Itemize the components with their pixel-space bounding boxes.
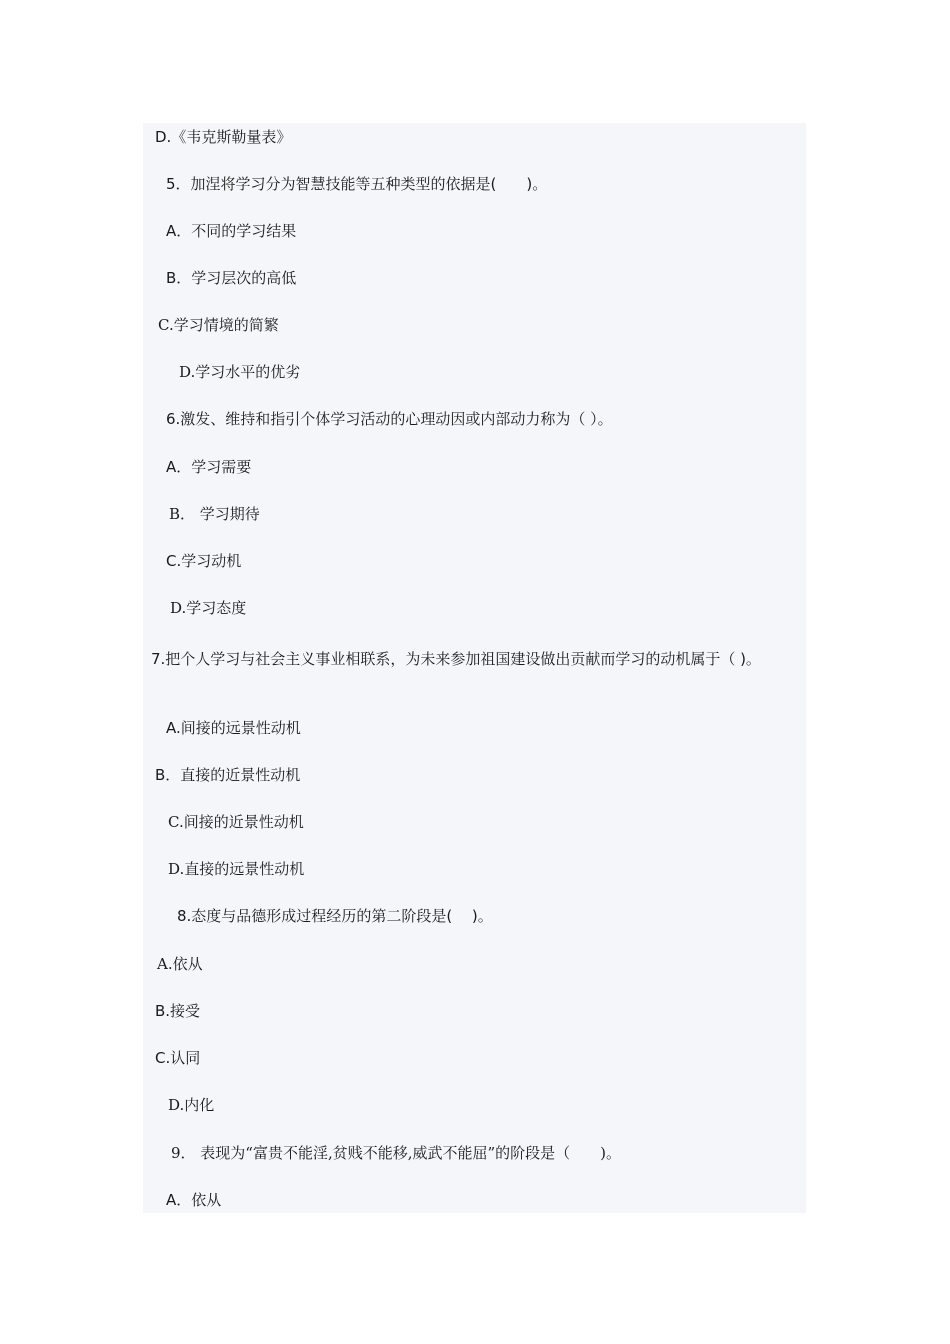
option-a-q7: A.间接的远景性动机 — [166, 719, 301, 737]
option-a-q8: A.依从 — [157, 955, 203, 973]
option-c-q5: C.学习情境的简繁 — [158, 316, 279, 334]
option-c-q6: C.学习动机 — [166, 552, 242, 570]
option-d-q5: D.学习水平的优劣 — [179, 363, 301, 381]
question-6: 6.激发、维持和指引个体学习活动的心理动因或内部动力称为（ ）。 — [166, 410, 613, 428]
option-a-q6: A．学习需要 — [166, 458, 252, 476]
question-5: 5．加涅将学习分为智慧技能等五种类型的依据是( )。 — [166, 175, 548, 193]
option-b-q6: B． 学习期待 — [169, 505, 260, 523]
option-d-q8: D.内化 — [168, 1096, 215, 1114]
option-b-q5: B．学习层次的高低 — [166, 269, 297, 287]
option-d-q7: D.直接的远景性动机 — [168, 860, 305, 878]
question-9: 9． 表现为“富贵不能淫,贫贱不能移,威武不能屈”的阶段是（ )。 — [171, 1144, 622, 1162]
option-c-q7: C.间接的近景性动机 — [168, 813, 304, 831]
option-d-q6: D.学习态度 — [170, 599, 247, 617]
option-b-q8: B.接受 — [155, 1002, 201, 1020]
option-c-q8: C.认同 — [155, 1049, 201, 1067]
option-b-q7: B．直接的近景性动机 — [155, 766, 301, 784]
option-a-q5: A．不同的学习结果 — [166, 222, 297, 240]
option-d-q4: D.《韦克斯勒量表》 — [155, 128, 292, 146]
option-a-q9: A．依从 — [166, 1191, 222, 1209]
question-8: 8.态度与品德形成过程经历的第二阶段是( )。 — [177, 907, 493, 925]
question-7: 7.把个人学习与社会主义事业相联系，为未来参加祖国建设做出贡献而学习的动机属于（ )。 — [151, 650, 761, 668]
